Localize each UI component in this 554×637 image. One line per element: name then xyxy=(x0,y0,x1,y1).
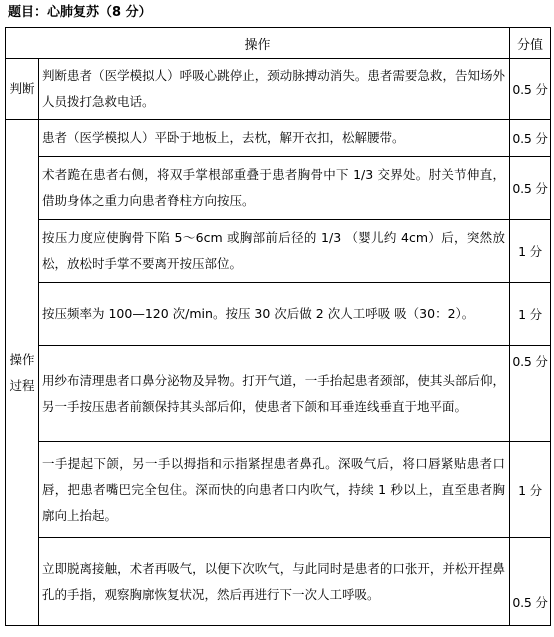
table-row xyxy=(6,283,551,346)
row-content: 用纱布清理患者口鼻分泌物及异物。打开气道，一手抬起患者颈部，使其头部后仰，另一手按压患者前额保持其头部后仰，使患者下颌和耳垂连线垂直于地平面。 xyxy=(39,346,510,442)
category-judgement: 判断 xyxy=(6,59,39,120)
row-content: 术者跪在患者右侧，将双手掌根部重叠于患者胸骨中下 1/3 交界处。肘关节伸直，借助身体之重力向患者脊柱方向按压。 xyxy=(39,157,510,220)
page-title: 题目：心肺复苏（8 分） xyxy=(8,5,152,20)
row-score: 0.5 分 xyxy=(510,538,551,626)
row-score: 0.5 分 xyxy=(510,59,551,120)
row-score: 0.5 分 xyxy=(510,157,551,220)
table-row xyxy=(6,442,551,538)
row-score: 1 分 xyxy=(510,442,551,538)
table-row xyxy=(6,157,551,220)
row-content: 患者（医学模拟人）平卧于地板上，去枕，解开衣扣，松解腰带。 xyxy=(39,120,510,157)
row-score: 1 分 xyxy=(510,283,551,346)
header-operation: 操作 xyxy=(6,28,510,59)
table-row xyxy=(6,346,551,442)
row-content: 按压力度应使胸骨下陷 5～6cm 或胸部前后径的 1/3 （婴儿约 4cm）后，突然放松，放松时手掌不要离开按压部位。 xyxy=(39,220,510,283)
header-score: 分值 xyxy=(510,28,551,59)
row-score: 0.5 分 xyxy=(510,346,551,442)
row-content: 判断患者（医学模拟人）呼吸心跳停止，颈动脉搏动消失。患者需要急救，告知场外人员拨打急救电话。 xyxy=(39,59,510,120)
table-row xyxy=(6,59,551,120)
table-row xyxy=(6,538,551,626)
row-content: 一手提起下颌，另一手以拇指和示指紧捏患者鼻孔。深吸气后，将口唇紧贴患者口唇，把患者嘴巴完全包住。深而快的向患者口内吹气，持续 1 秒以上，直至患者胸廓向上抬起。 xyxy=(39,442,510,538)
category-procedure: 操作过程 xyxy=(6,120,39,626)
table-header-row xyxy=(6,28,551,59)
row-score: 1 分 xyxy=(510,220,551,283)
table-row xyxy=(6,120,551,157)
table-row xyxy=(6,220,551,283)
row-content: 立即脱离接触，术者再吸气，以便下次吹气，与此同时是患者的口张开，并松开捏鼻孔的手指，观察胸廓恢复状况，然后再进行下一次人工呼吸。 xyxy=(39,538,510,626)
row-score: 0.5 分 xyxy=(510,120,551,157)
cpr-scoring-table xyxy=(5,27,551,626)
row-content: 按压频率为 100—120 次/min。按压 30 次后做 2 次人工呼吸 吸（30：2）。 xyxy=(39,283,510,346)
